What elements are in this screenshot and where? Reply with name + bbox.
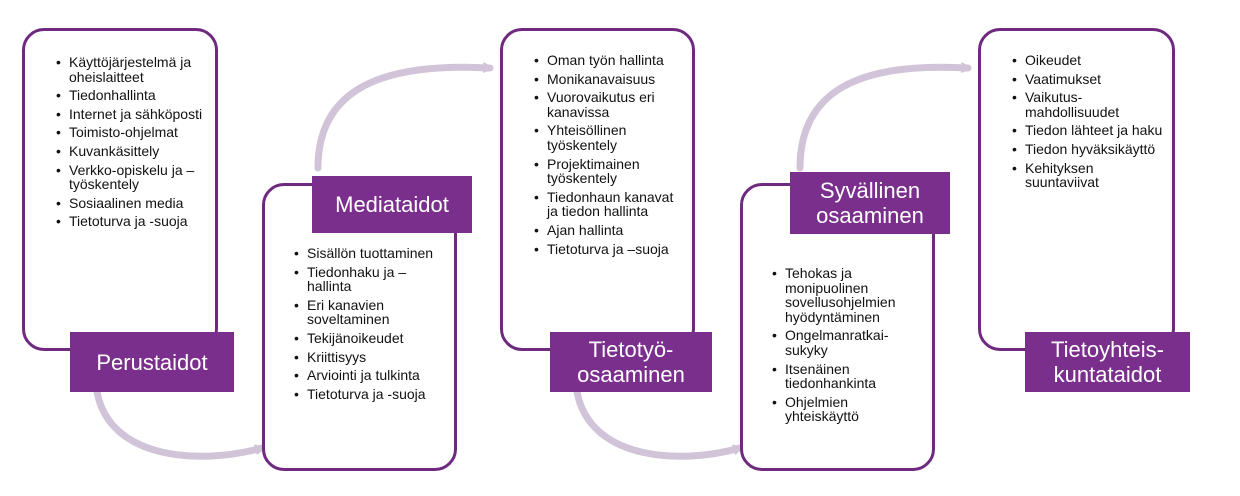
- list-item: • Tekijänoikeudet: [289, 331, 446, 346]
- list-item: • Ongelmanratkai-sukyky: [767, 328, 924, 357]
- list-item: • Vaikutus-mahdollisuudet: [1007, 90, 1164, 119]
- list-item: • Tiedonhallinta: [51, 88, 207, 103]
- list-item: • Tiedonhaku ja –hallinta: [289, 265, 446, 294]
- list-item: • Tiedonhaun kanavat ja tiedon hallinta: [529, 190, 684, 219]
- list-item: • Ohjelmien yhteiskäyttö: [767, 395, 924, 424]
- stage-list-syvallinen: [767, 266, 924, 424]
- list-item: • Projektimainen työskentely: [529, 157, 684, 186]
- stage-title-tietotyo: Tietotyö-osaaminen: [550, 332, 712, 392]
- arrow-mediataidot-to-tietotyo: [318, 67, 490, 168]
- stage-title-perustaidot: Perustaidot: [70, 332, 234, 392]
- list-item: • Sosiaalinen media: [51, 196, 207, 211]
- stage-title-mediataidot: Mediataidot: [312, 176, 472, 233]
- list-item: • Yhteisöllinen työskentely: [529, 123, 684, 152]
- list-item: • Arviointi ja tulkinta: [289, 368, 446, 383]
- list-item: • Kuvankäsittely: [51, 144, 207, 159]
- stage-title-tietoyhteiskunta: Tietoyhteis-kuntataidot: [1025, 332, 1190, 392]
- stage-box-tietotyo: [500, 28, 695, 351]
- list-item: • Toimisto-ohjelmat: [51, 125, 207, 140]
- list-item: • Monikanavaisuus: [529, 72, 684, 87]
- list-item: • Tehokas ja monipuolinen sovellusohjelmien hyödyntäminen: [767, 266, 924, 324]
- stage-list-tietotyo: [529, 53, 684, 256]
- list-item: • Oikeudet: [1007, 53, 1164, 68]
- list-item: • Tiedon lähteet ja haku: [1007, 123, 1164, 138]
- list-item: • Kriittisyys: [289, 350, 446, 365]
- list-item: • Tietoturva ja -suoja: [289, 387, 446, 402]
- list-item: • Vaatimukset: [1007, 72, 1164, 87]
- list-item: • Kehityksen suuntaviivat: [1007, 161, 1164, 190]
- stage-list-perustaidot: [51, 55, 207, 229]
- stage-list-tietoyhteiskunta: [1007, 53, 1164, 190]
- list-item: • Tietoturva ja -suoja: [51, 214, 207, 229]
- list-item: • Tiedon hyväksikäyttö: [1007, 142, 1164, 157]
- stage-title-syvallinen: Syvällinen osaaminen: [790, 172, 950, 234]
- arrow-tietotyo-to-syvallinen: [577, 392, 740, 456]
- stage-box-tietoyhteiskunta: [978, 28, 1175, 351]
- list-item: • Eri kanavien soveltaminen: [289, 298, 446, 327]
- arrow-perustaidot-to-mediataidot: [97, 392, 262, 456]
- arrow-syvallinen-to-tietoyhteiskunta: [800, 67, 968, 168]
- list-item: • Itsenäinen tiedonhankinta: [767, 362, 924, 391]
- list-item: • Internet ja sähköposti: [51, 107, 207, 122]
- list-item: • Verkko-opiskelu ja –työskentely: [51, 163, 207, 192]
- list-item: • Vuorovaikutus eri kanavissa: [529, 90, 684, 119]
- list-item: • Tietoturva ja –suoja: [529, 242, 684, 257]
- list-item: • Oman työn hallinta: [529, 53, 684, 68]
- list-item: • Käyttöjärjestelmä ja oheislaitteet: [51, 55, 207, 84]
- stage-list-mediataidot: [289, 246, 446, 401]
- list-item: • Sisällön tuottaminen: [289, 246, 446, 261]
- stage-box-perustaidot: [22, 28, 218, 351]
- list-item: • Ajan hallinta: [529, 223, 684, 238]
